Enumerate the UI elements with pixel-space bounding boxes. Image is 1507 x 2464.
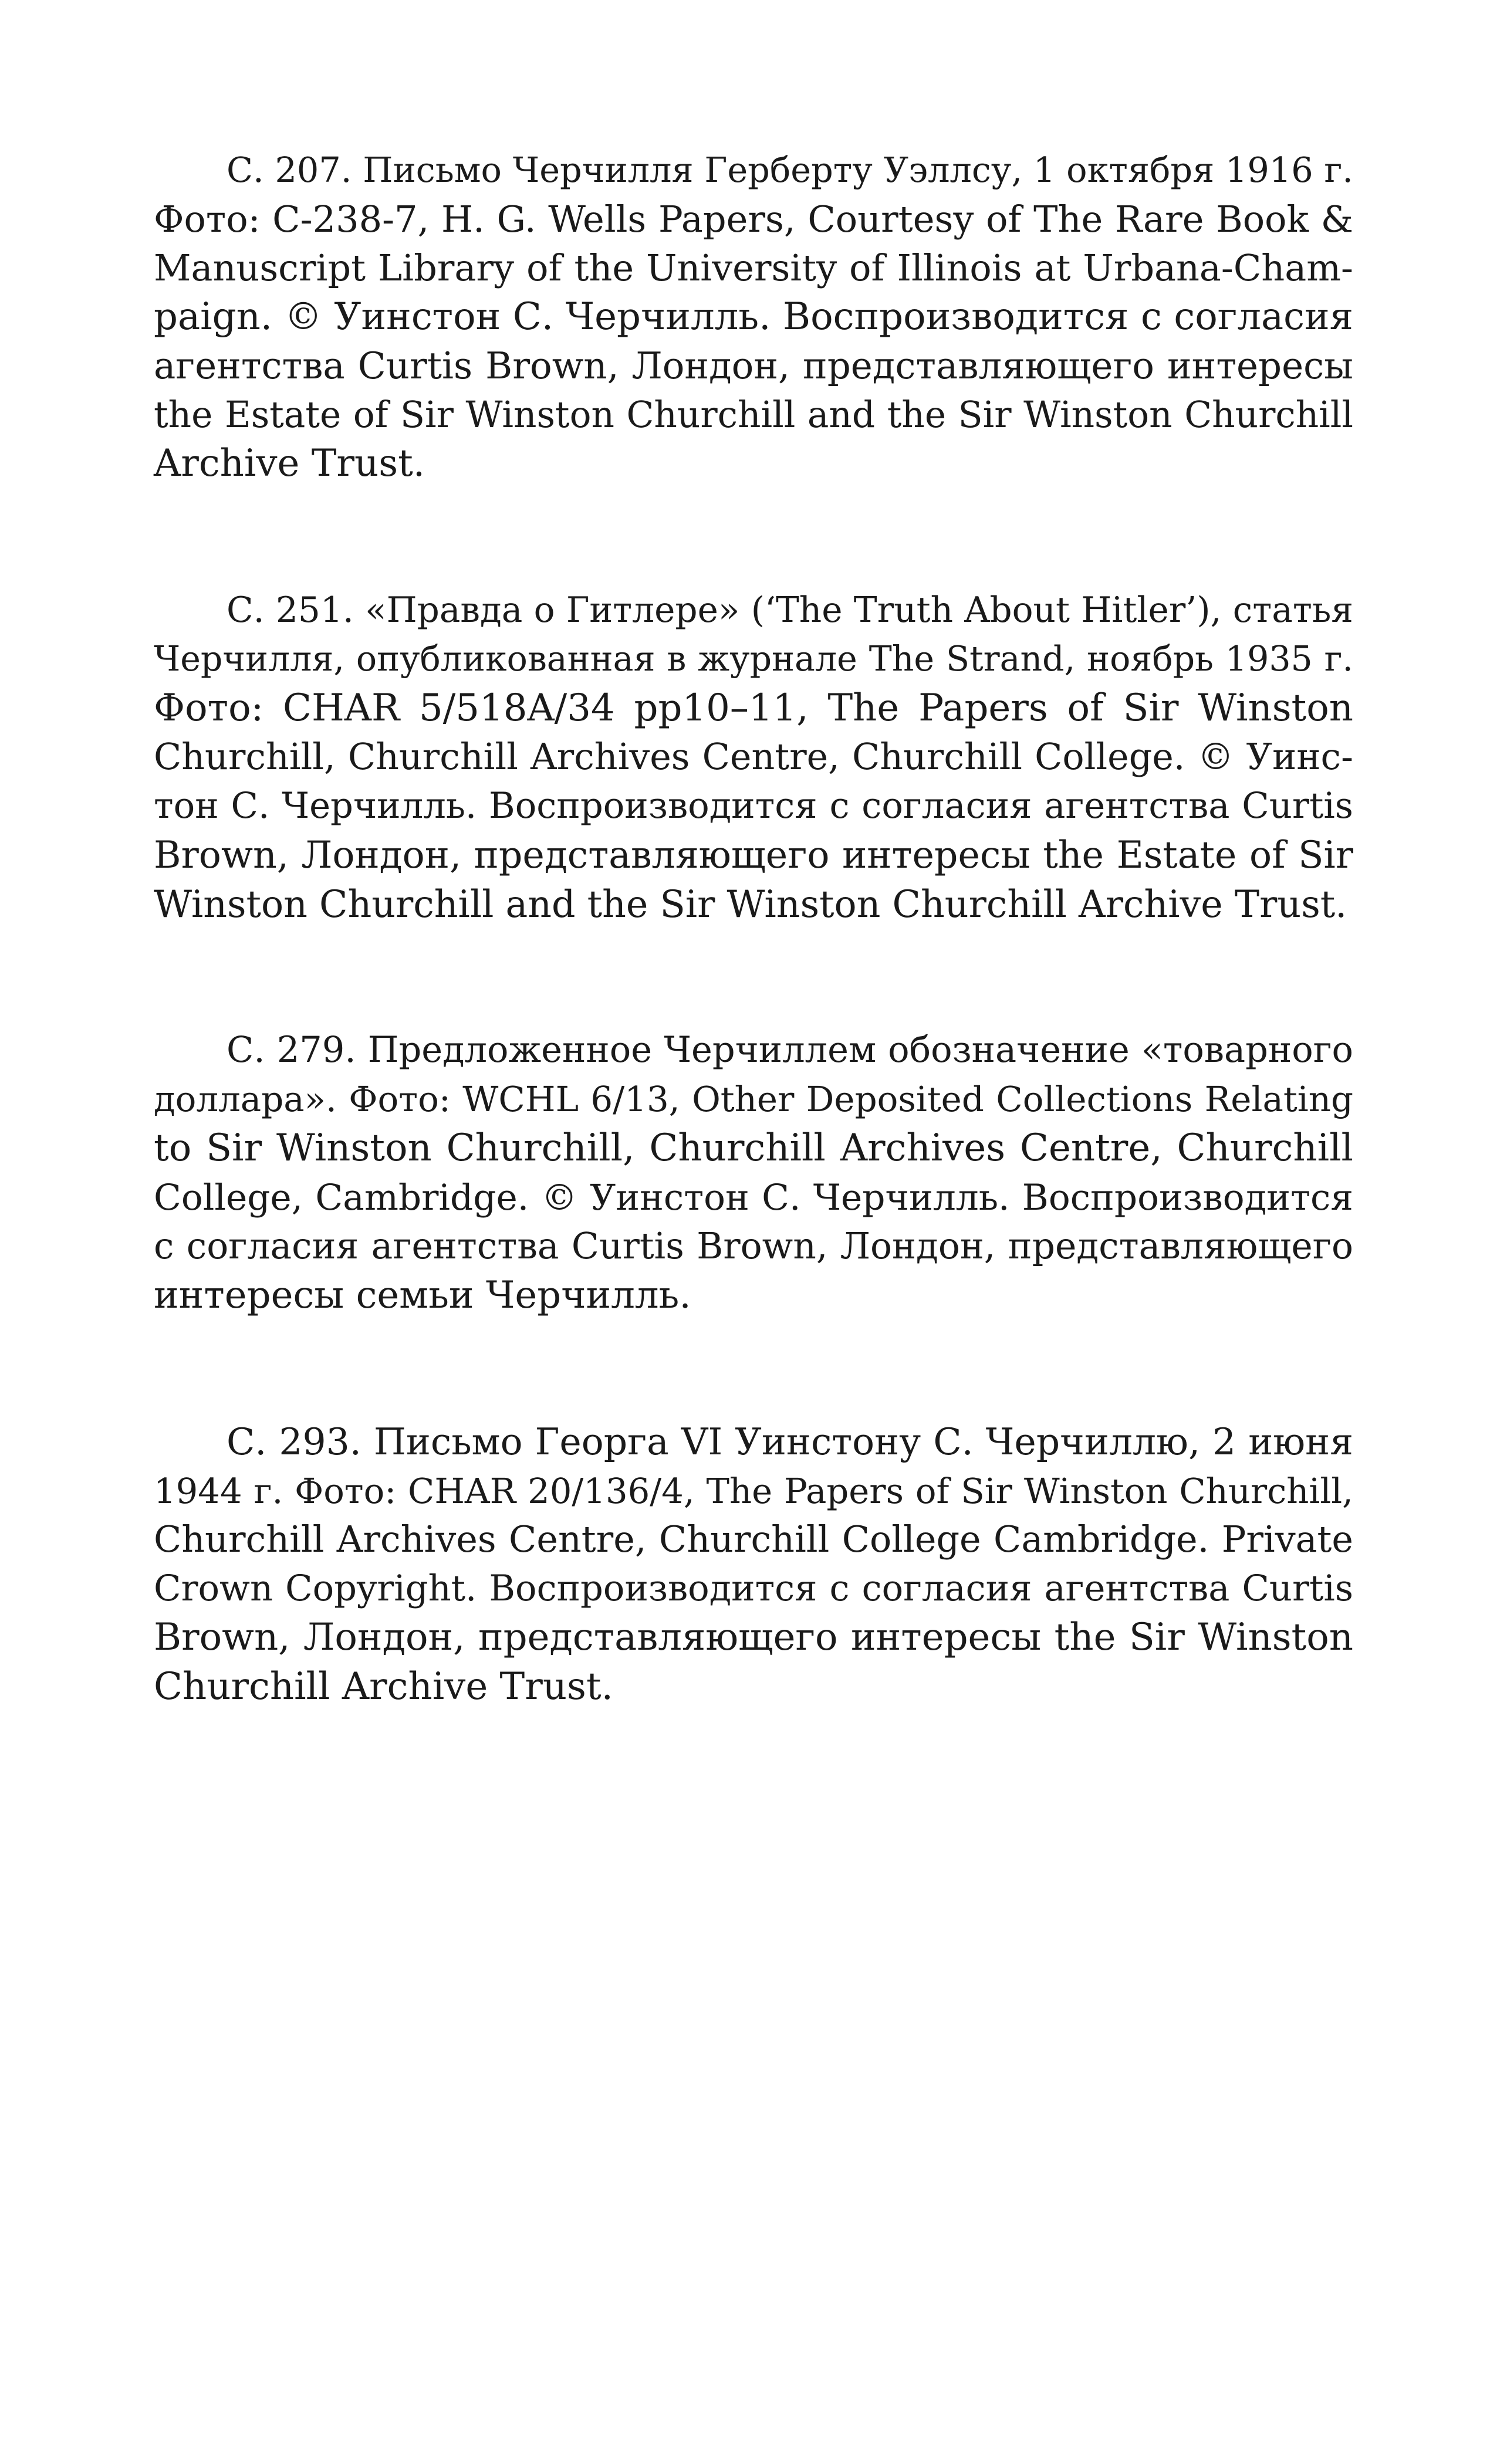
- text-line: the Estate of Sir Winston Churchill and the Sir Winston Churchill: [154, 394, 1353, 436]
- text-line: С. 251. «Правда о Гитлере» (‘The Truth About Hitler’), статья: [227, 590, 1353, 631]
- text-line: агентства Curtis Brown, Лондон, представляющего интересы: [154, 344, 1353, 387]
- credit-entry-p251: [154, 586, 1353, 929]
- text-line: to Sir Winston Churchill, Churchill Archives Centre, Churchill: [154, 1126, 1353, 1170]
- text-line: Brown, Лондон, представляющего интересы the Estate of Sir: [154, 833, 1353, 876]
- text-line: College, Cambridge. © Уинстон С. Черчилль. Воспроизводится: [154, 1176, 1353, 1219]
- text-line: С. 279. Предложенное Черчиллем обозначение «товарного: [227, 1030, 1353, 1071]
- text-line: С. 207. Письмо Черчилля Герберту Уэллсу, 1 октября 1916 г.: [227, 150, 1353, 190]
- page-body: [154, 145, 1353, 1809]
- credit-entry-p293: [154, 1417, 1353, 1711]
- text-line: Черчилля, опубликованная в журнале The Strand, ноябрь 1935 г.: [154, 639, 1353, 679]
- text-line: paign. © Уинстон С. Черчилль. Воспроизводится с согласия: [154, 295, 1353, 339]
- text-line: Winston Churchill and the Sir Winston Churchill Archive Trust.: [154, 882, 1347, 926]
- text-line: тон С. Черчилль. Воспроизводится с согласия агентства Curtis: [154, 785, 1353, 827]
- text-line: С. 293. Письмо Георга VI Уинстону С. Черчиллю, 2 июня: [227, 1420, 1353, 1463]
- credit-entry-p207: [154, 145, 1353, 489]
- text-line: 1944 г. Фото: CHAR 20/136/4, The Papers of Sir Winston Churchill,: [154, 1470, 1353, 1511]
- text-line: Churchill Archives Centre, Churchill College Cambridge. Private: [154, 1518, 1353, 1561]
- text-line: Фото: С-238-7, H. G. Wells Papers, Courtesy of The Rare Book &: [154, 197, 1353, 241]
- text-line: Brown, Лондон, представляющего интересы the Sir Winston: [154, 1616, 1353, 1659]
- text-line: Churchill Archive Trust.: [154, 1664, 613, 1708]
- credit-entry-p279: [154, 1026, 1353, 1320]
- text-line: интересы семьи Черчилль.: [154, 1273, 691, 1317]
- text-line: Фото: CHAR 5/518A/34 pp10–11, The Papers of Sir Winston: [154, 686, 1353, 730]
- text-line: с согласия агентства Curtis Brown, Лондон, представляющего: [154, 1226, 1353, 1267]
- text-line: доллара». Фото: WCHL 6/13, Other Deposited Collections Relating: [154, 1079, 1353, 1120]
- text-line: Crown Copyright. Воспроизводится с согласия агентства Curtis: [154, 1568, 1353, 1609]
- text-line: Manuscript Library of the University of Illinois at Urbana-Cham-: [154, 246, 1353, 289]
- text-line: Archive Trust.: [154, 442, 425, 485]
- text-line: Churchill, Churchill Archives Centre, Churchill College. © Уинс-: [154, 736, 1353, 778]
